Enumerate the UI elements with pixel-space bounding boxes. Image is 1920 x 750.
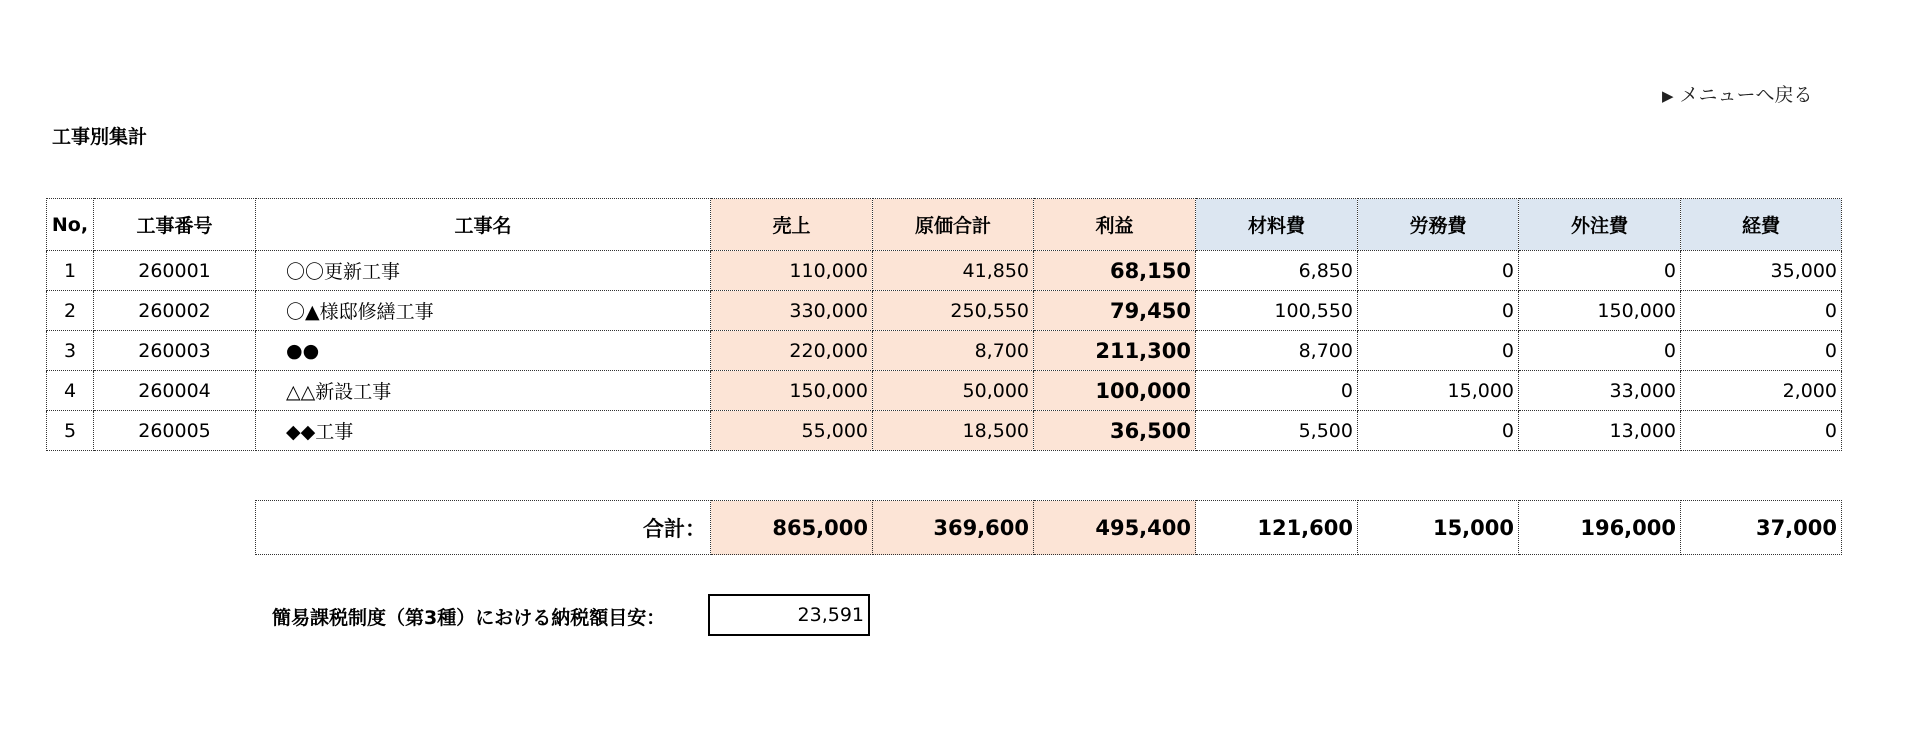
cell-outsourcing: 150,000 (1519, 291, 1681, 331)
header-material: 材料費 (1196, 199, 1358, 251)
cell-expenses: 0 (1681, 291, 1842, 331)
header-name: 工事名 (256, 199, 711, 251)
cell-no: 1 (47, 251, 94, 291)
table-row (47, 411, 1842, 451)
cell-no: 3 (47, 331, 94, 371)
tax-estimate-label: 簡易課税制度（第3種）における納税額目安： (272, 607, 666, 629)
back-to-menu-link[interactable] (1662, 80, 1813, 107)
cell-sales: 110,000 (711, 251, 873, 291)
cell-profit: 100,000 (1034, 371, 1196, 411)
table-row (47, 251, 1842, 291)
table-row (47, 291, 1842, 331)
cell-expenses: 35,000 (1681, 251, 1842, 291)
cell-name: 〇▲様邸修繕工事 (256, 291, 711, 331)
total-cost: 369,600 (873, 501, 1034, 555)
cell-profit: 211,300 (1034, 331, 1196, 371)
table-row (47, 331, 1842, 371)
cell-sales: 150,000 (711, 371, 873, 411)
cell-cost-total: 50,000 (873, 371, 1034, 411)
cell-name: 〇〇更新工事 (256, 251, 711, 291)
header-cost-total: 原価合計 (873, 199, 1034, 251)
header-code: 工事番号 (94, 199, 256, 251)
back-to-menu-label: メニューへ戻る (1679, 84, 1813, 106)
cell-cost-total: 250,550 (873, 291, 1034, 331)
cell-code: 260004 (94, 371, 256, 411)
cell-code: 260003 (94, 331, 256, 371)
cell-outsourcing: 0 (1519, 331, 1681, 371)
header-outsourcing: 外注費 (1519, 199, 1681, 251)
cell-material: 8,700 (1196, 331, 1358, 371)
table-row (47, 371, 1842, 411)
total-labor: 15,000 (1358, 501, 1519, 555)
cell-no: 4 (47, 371, 94, 411)
header-no: No, (47, 199, 94, 251)
cell-no: 2 (47, 291, 94, 331)
header-labor: 労務費 (1358, 199, 1519, 251)
tax-estimate-value: 23,591 (708, 594, 870, 636)
cell-material: 100,550 (1196, 291, 1358, 331)
cell-sales: 330,000 (711, 291, 873, 331)
cell-profit: 68,150 (1034, 251, 1196, 291)
cell-expenses: 2,000 (1681, 371, 1842, 411)
cell-profit: 79,450 (1034, 291, 1196, 331)
cell-no: 5 (47, 411, 94, 451)
totals-row (256, 501, 1842, 555)
cell-material: 6,850 (1196, 251, 1358, 291)
cell-code: 260005 (94, 411, 256, 451)
cell-material: 5,500 (1196, 411, 1358, 451)
cell-name: △△新設工事 (256, 371, 711, 411)
cell-name: ●● (256, 331, 711, 371)
total-sales: 865,000 (711, 501, 873, 555)
cell-labor: 15,000 (1358, 371, 1519, 411)
cell-code: 260002 (94, 291, 256, 331)
header-profit: 利益 (1034, 199, 1196, 251)
total-profit: 495,400 (1034, 501, 1196, 555)
header-sales: 売上 (711, 199, 873, 251)
cell-name: ◆◆工事 (256, 411, 711, 451)
cell-cost-total: 18,500 (873, 411, 1034, 451)
cell-outsourcing: 33,000 (1519, 371, 1681, 411)
cell-cost-total: 41,850 (873, 251, 1034, 291)
cell-cost-total: 8,700 (873, 331, 1034, 371)
cell-expenses: 0 (1681, 331, 1842, 371)
cell-sales: 55,000 (711, 411, 873, 451)
cell-sales: 220,000 (711, 331, 873, 371)
cell-material: 0 (1196, 371, 1358, 411)
total-outsourcing: 196,000 (1519, 501, 1681, 555)
cell-labor: 0 (1358, 291, 1519, 331)
totals-table (255, 500, 1842, 555)
cell-labor: 0 (1358, 411, 1519, 451)
triangle-right-icon: ▶ (1662, 87, 1674, 105)
page-title: 工事別集計 (52, 126, 148, 148)
cell-outsourcing: 0 (1519, 251, 1681, 291)
total-material: 121,600 (1196, 501, 1358, 555)
cell-expenses: 0 (1681, 411, 1842, 451)
header-expenses: 経費 (1681, 199, 1842, 251)
cell-labor: 0 (1358, 251, 1519, 291)
cell-outsourcing: 13,000 (1519, 411, 1681, 451)
totals-label: 合計： (256, 501, 711, 555)
cell-code: 260001 (94, 251, 256, 291)
summary-table (46, 198, 1842, 451)
cell-labor: 0 (1358, 331, 1519, 371)
total-expenses: 37,000 (1681, 501, 1842, 555)
table-header-row (47, 199, 1842, 251)
cell-profit: 36,500 (1034, 411, 1196, 451)
